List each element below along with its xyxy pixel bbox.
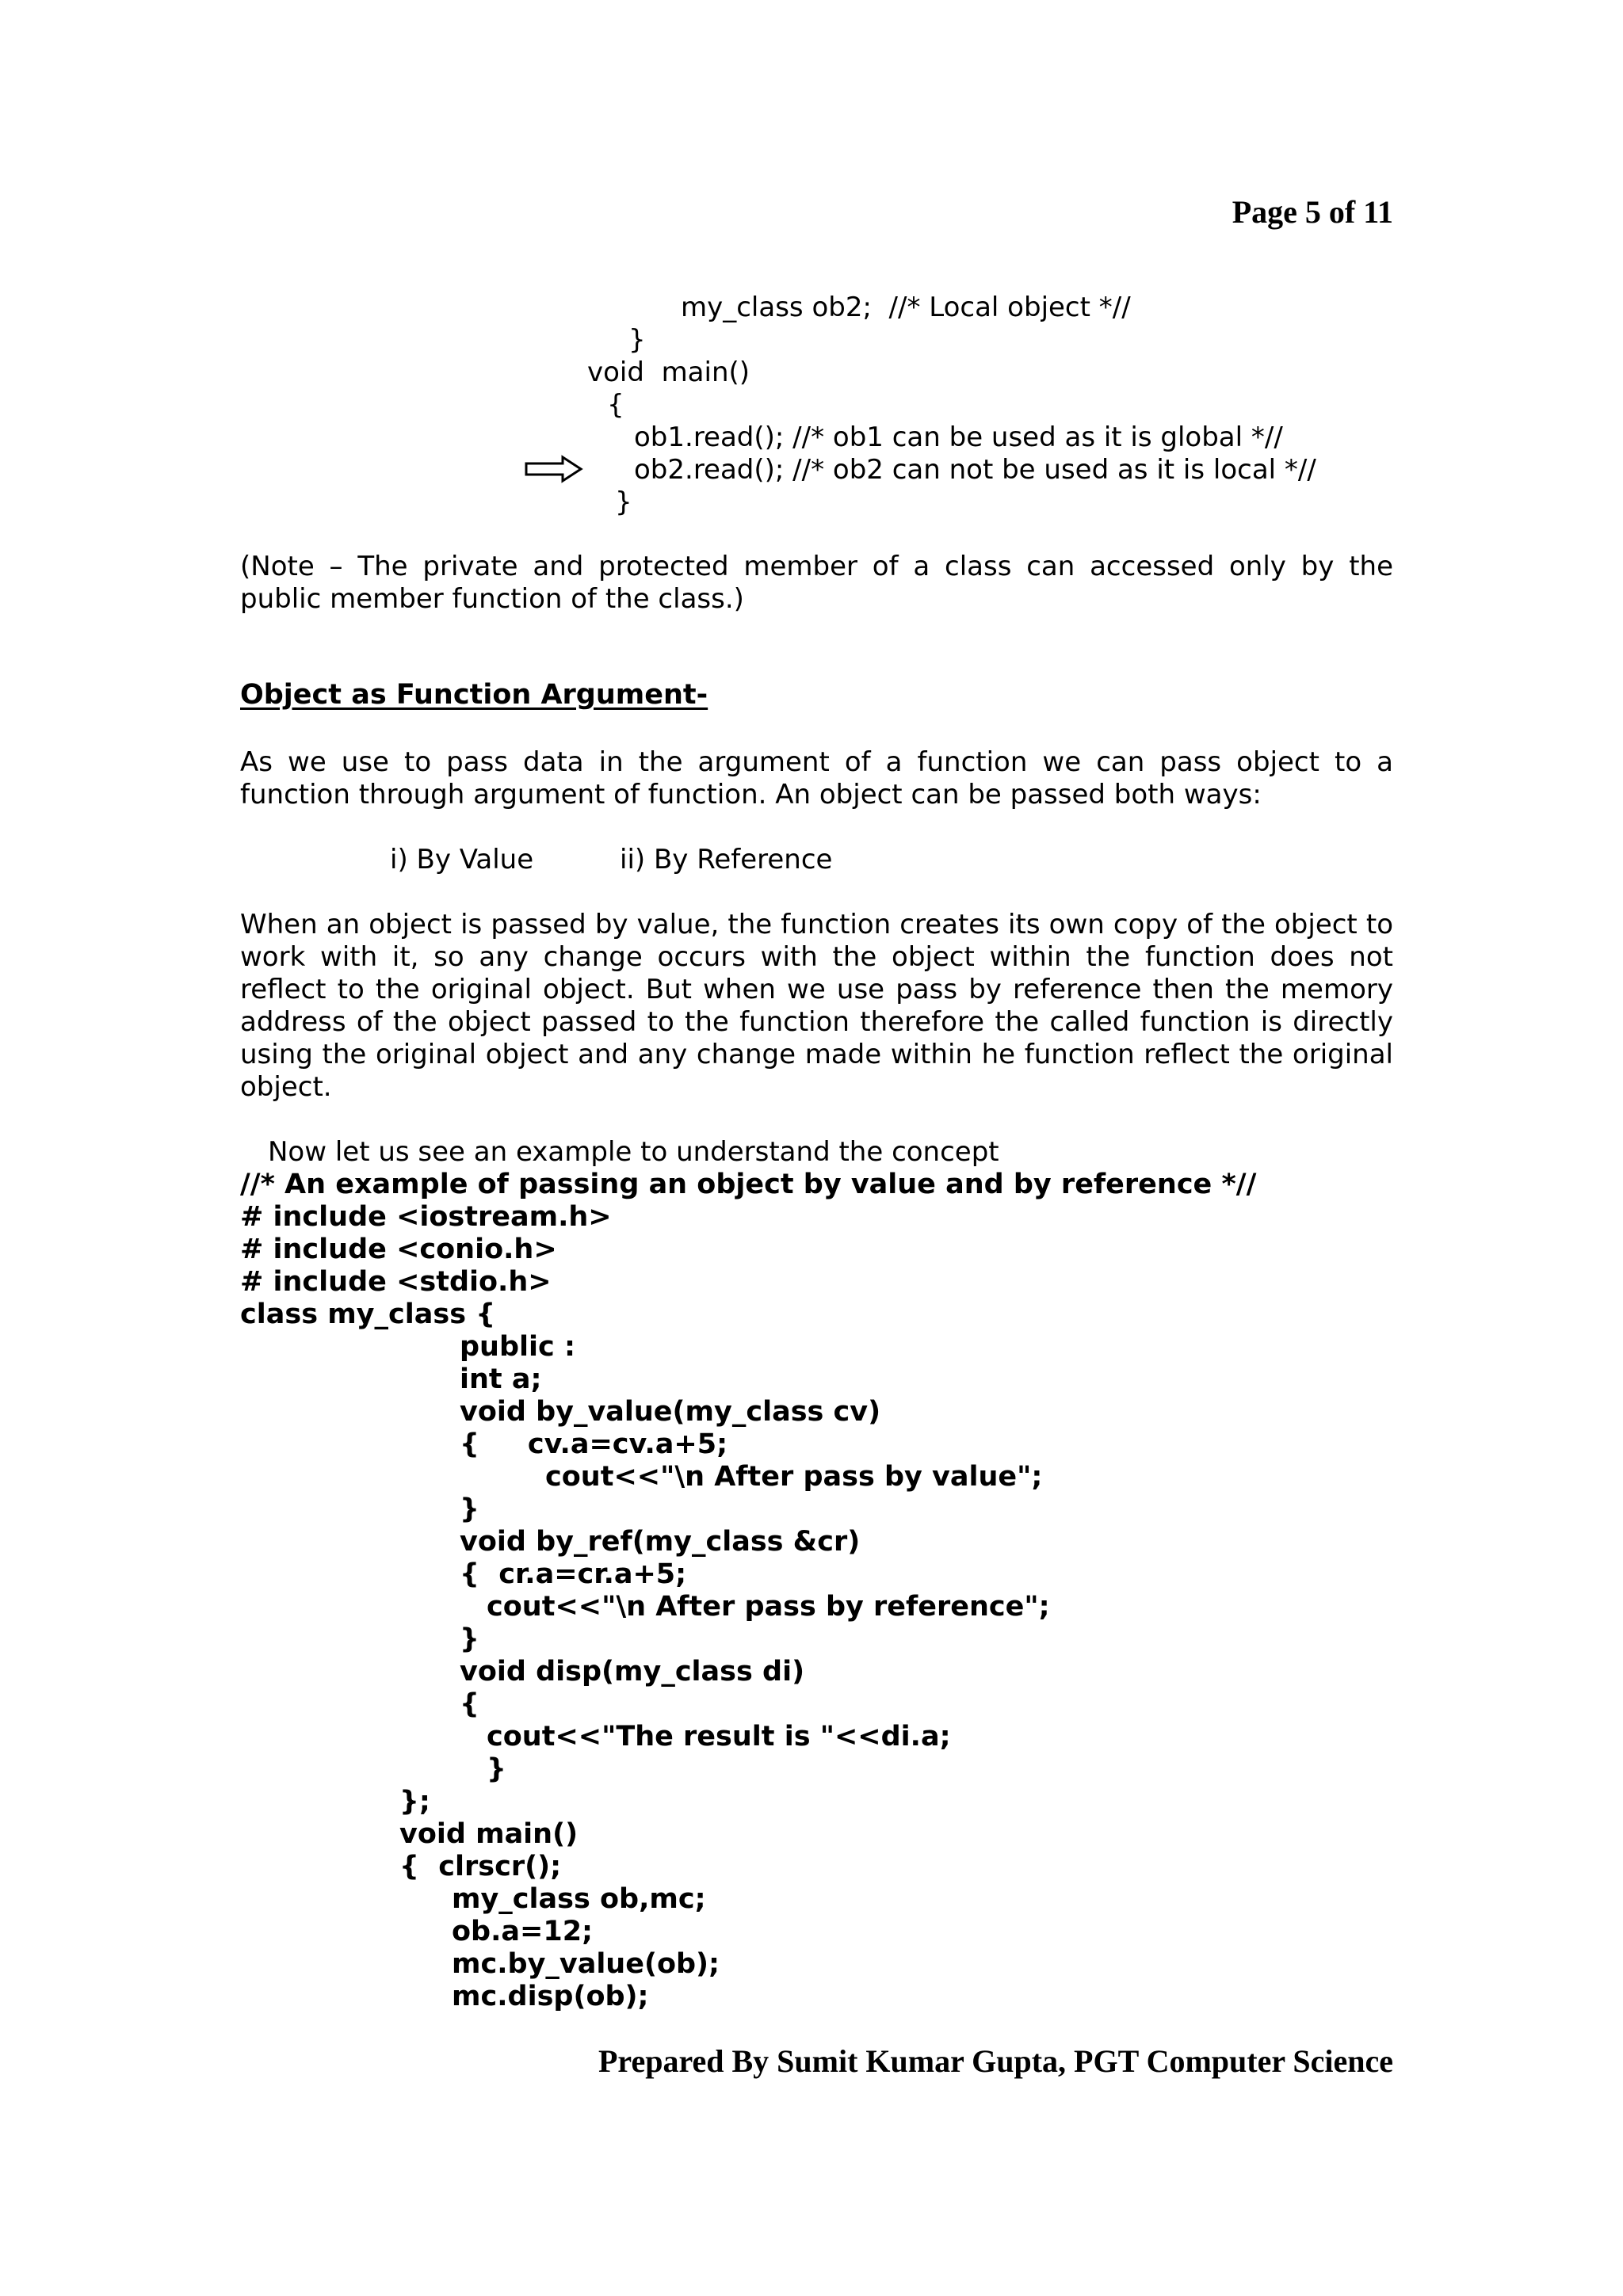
code-line: mc.by_value(ob); bbox=[452, 1948, 720, 1980]
code-line: } bbox=[628, 324, 646, 356]
code-line: ob.a=12; bbox=[452, 1916, 594, 1947]
code-line: mc.disp(ob); bbox=[452, 1981, 649, 2012]
code-line: cout<<"\n After pass by reference"; bbox=[487, 1591, 1050, 1623]
code-line: } bbox=[615, 486, 632, 518]
example-intro: Now let us see an example to understand the concept bbox=[268, 1136, 999, 1168]
code-line: void main() bbox=[399, 1818, 579, 1850]
code-line: void by_ref(my_class &cr) bbox=[460, 1526, 861, 1558]
code-line: # include <stdio.h> bbox=[240, 1266, 552, 1298]
code-line: } bbox=[487, 1753, 506, 1785]
code-line: class my_class { bbox=[240, 1299, 496, 1330]
code-line: }; bbox=[399, 1786, 430, 1817]
code-line: } bbox=[460, 1493, 479, 1525]
code-line: { cr.a=cr.a+5; bbox=[460, 1558, 687, 1590]
right-arrow-icon bbox=[525, 455, 583, 483]
code-line: # include <iostream.h> bbox=[240, 1201, 612, 1233]
code-line: cout<<"The result is "<<di.a; bbox=[487, 1721, 951, 1753]
note-paragraph: (Note – The private and protected member of a class can accessed only by the public member function of the class.) bbox=[240, 551, 1393, 615]
page-number: Page 5 of 11 bbox=[1232, 194, 1393, 230]
section-heading: Object as Function Argument- bbox=[240, 679, 708, 711]
code-line: void main() bbox=[587, 357, 750, 388]
code-line: } bbox=[460, 1623, 479, 1655]
option-by-value: i) By Value bbox=[390, 844, 534, 875]
code-line: my_class ob2; //* Local object *// bbox=[681, 292, 1131, 323]
code-line: void disp(my_class di) bbox=[460, 1656, 805, 1688]
code-line: cout<<"\n After pass by value"; bbox=[545, 1461, 1043, 1493]
code-line: { cv.a=cv.a+5; bbox=[460, 1428, 728, 1460]
code-line: ob2.read(); //* ob2 can not be used as it is local *// bbox=[634, 454, 1316, 486]
code-comment: //* An example of passing an object by value and by reference *// bbox=[240, 1169, 1257, 1200]
code-line: ob1.read(); //* ob1 can be used as it is global *// bbox=[634, 421, 1283, 453]
option-by-reference: ii) By Reference bbox=[620, 844, 833, 875]
code-line: int a; bbox=[460, 1363, 542, 1395]
footer-credit: Prepared By Sumit Kumar Gupta, PGT Computer Science bbox=[598, 2043, 1393, 2079]
code-line: void by_value(my_class cv) bbox=[460, 1396, 881, 1428]
explanation-paragraph: When an object is passed by value, the function creates its own copy of the object to work with it, so any change occurs with the object within the function does not reflect to the original object. But when we use pass by reference then the memory address of the object passed to the function therefore the called function is directly using the original object and any change made within he function reflect the original object. bbox=[240, 909, 1393, 1103]
code-line: my_class ob,mc; bbox=[452, 1883, 706, 1915]
code-line: # include <conio.h> bbox=[240, 1234, 557, 1265]
code-line: { clrscr(); bbox=[399, 1851, 562, 1882]
intro-paragraph: As we use to pass data in the argument of a function we can pass object to a function through argument of function. An object can be passed both ways: bbox=[240, 746, 1393, 810]
code-line: public : bbox=[460, 1331, 575, 1363]
code-line: { bbox=[460, 1688, 479, 1720]
code-line: { bbox=[607, 389, 624, 421]
